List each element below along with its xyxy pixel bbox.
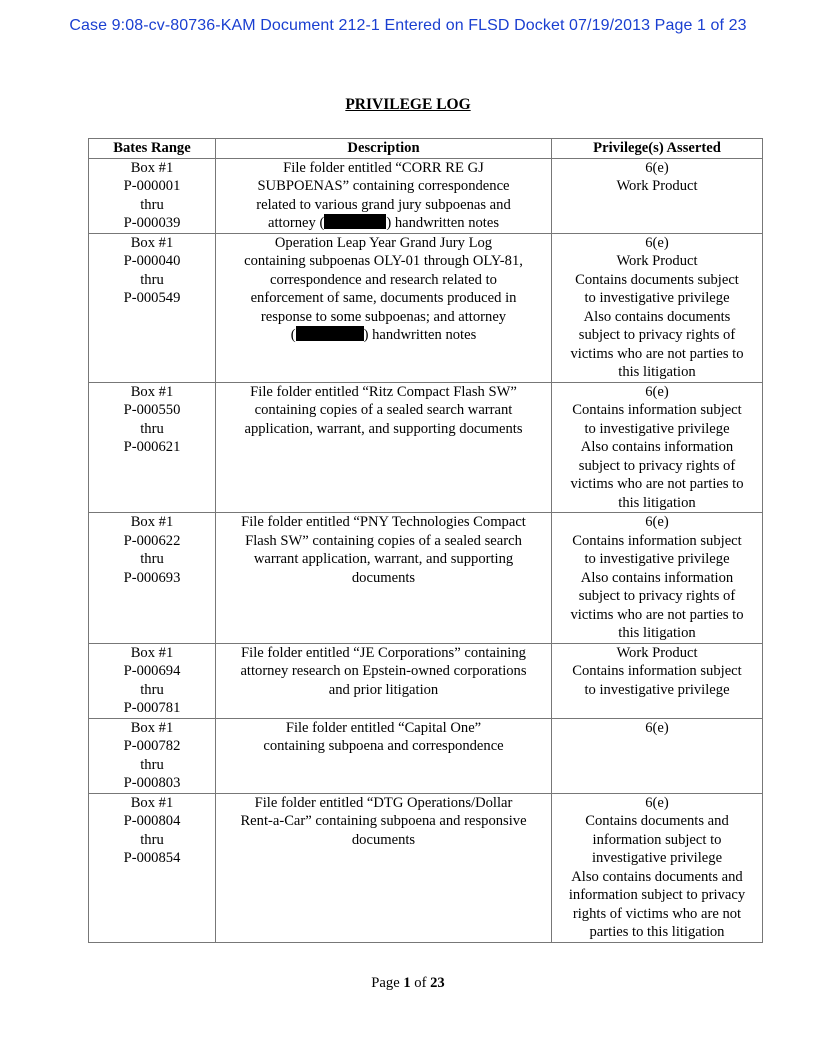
privilege-log-table <box>88 138 763 943</box>
bates-line: P-000001 <box>123 178 181 194</box>
description-line: Rent-a-Car” containing subpoena and responsive <box>240 813 527 829</box>
privileges-cell <box>552 158 763 233</box>
footer-middle: of <box>410 975 431 991</box>
bates-line: Box #1 <box>130 794 174 811</box>
description-redacted-line <box>218 326 549 345</box>
description-line: File folder entitled “JE Corporations” containing <box>241 644 526 661</box>
bates-line: P-000550 <box>123 402 181 418</box>
description-line: File folder entitled “Capital One” <box>285 719 482 736</box>
privilege-line: investigative privilege <box>591 850 723 866</box>
footer-prefix: Page <box>371 975 404 991</box>
bates-line: P-000804 <box>123 813 181 829</box>
redaction-box <box>324 214 386 229</box>
privilege-line: this litigation <box>618 494 696 511</box>
description-cell <box>216 233 552 382</box>
bates-line: P-000040 <box>123 253 181 269</box>
privilege-line: information subject to <box>592 831 722 848</box>
column-header-description: Description <box>216 139 552 159</box>
description-cell <box>216 793 552 942</box>
redacted-line-before: attorney ( <box>268 215 325 231</box>
privilege-line: 6(e) <box>645 383 669 400</box>
description-line: attorney research on Epstein-owned corporations <box>240 663 527 679</box>
bates-line: P-000781 <box>123 700 181 716</box>
privilege-line: victims who are not parties to <box>570 345 744 362</box>
description-line: application, warrant, and supporting documents <box>244 420 523 437</box>
privilege-line: 6(e) <box>645 794 669 811</box>
bates-line: P-000854 <box>123 850 181 866</box>
table-header-row <box>89 139 763 159</box>
bates-range-cell <box>89 643 216 718</box>
privilege-line: subject to privacy rights of <box>578 327 736 343</box>
privilege-line: Contains documents and <box>585 813 729 829</box>
description-redacted-line <box>218 214 549 233</box>
bates-range-cell <box>89 158 216 233</box>
description-line: documents <box>351 831 416 848</box>
privilege-line: 6(e) <box>645 234 669 251</box>
bates-line: P-000621 <box>123 439 181 455</box>
description-line: containing copies of a sealed search warrant <box>254 402 513 418</box>
bates-line: Box #1 <box>130 383 174 400</box>
bates-line: thru <box>140 271 164 288</box>
privilege-line: Also contains information <box>580 439 734 455</box>
column-header-privileges: Privilege(s) Asserted <box>552 139 763 159</box>
privileges-cell <box>552 793 763 942</box>
privilege-line: Work Product <box>616 644 698 661</box>
description-cell <box>216 158 552 233</box>
privilege-line: Contains documents subject <box>575 271 739 288</box>
bates-range-cell <box>89 793 216 942</box>
bates-line: Box #1 <box>130 644 174 661</box>
redacted-line-after: ) handwritten notes <box>386 215 499 231</box>
description-line: File folder entitled “CORR RE GJ <box>283 159 484 176</box>
bates-line: Box #1 <box>130 719 174 736</box>
table-row <box>89 158 763 233</box>
description-line: File folder entitled “PNY Technologies Compact <box>241 514 526 530</box>
redacted-line-before: ( <box>290 327 296 343</box>
court-header: Case 9:08-cv-80736-KAM Document 212-1 Entered on FLSD Docket 07/19/2013 Page 1 of 23 <box>69 17 747 34</box>
description-cell <box>216 643 552 718</box>
bates-line: thru <box>140 420 164 437</box>
privilege-line: Work Product <box>616 178 698 194</box>
privileges-cell <box>552 643 763 718</box>
privilege-line: victims who are not parties to <box>570 476 744 492</box>
table-body <box>89 158 763 942</box>
table-row <box>89 643 763 718</box>
privilege-line: rights of victims who are not <box>572 905 742 922</box>
description-line: Operation Leap Year Grand Jury Log <box>274 234 493 251</box>
privilege-line: parties to this litigation <box>589 924 725 940</box>
description-line: enforcement of same, documents produced in <box>250 290 517 306</box>
description-line: warrant application, warrant, and supporting <box>253 551 514 567</box>
bates-line: Box #1 <box>130 234 174 251</box>
privilege-line: victims who are not parties to <box>570 606 744 623</box>
description-line: documents <box>351 569 416 586</box>
description-cell <box>216 513 552 644</box>
privilege-line: information subject to privacy <box>568 887 746 903</box>
privilege-line: to investigative privilege <box>584 681 730 698</box>
privilege-line: this litigation <box>618 364 696 380</box>
bates-line: Box #1 <box>130 514 174 530</box>
privileges-cell <box>552 718 763 793</box>
privilege-line: Work Product <box>616 253 698 269</box>
bates-range-cell <box>89 718 216 793</box>
privilege-line: to investigative privilege <box>584 420 730 437</box>
description-line: containing subpoenas OLY-01 through OLY-81, <box>244 253 523 269</box>
privilege-line: Also contains documents <box>583 308 731 325</box>
bates-line: Box #1 <box>130 159 174 176</box>
bates-line: P-000039 <box>123 215 181 231</box>
privilege-line: subject to privacy rights of <box>578 457 736 474</box>
bates-line: thru <box>140 196 164 213</box>
bates-line: thru <box>140 831 164 848</box>
privilege-line: Contains information subject <box>572 663 742 679</box>
privilege-line: Contains information subject <box>572 402 742 418</box>
bates-line: thru <box>140 681 164 698</box>
privileges-cell <box>552 382 763 513</box>
description-line: Flash SW” containing copies of a sealed search <box>245 532 522 549</box>
table-row <box>89 382 763 513</box>
footer-total-pages: 23 <box>430 975 445 991</box>
description-line: and prior litigation <box>328 681 439 698</box>
description-line: response to some subpoenas; and attorney <box>260 308 507 325</box>
redacted-line-after: ) handwritten notes <box>363 327 477 343</box>
table-row <box>89 513 763 644</box>
table-row <box>89 233 763 382</box>
privileges-cell <box>552 233 763 382</box>
bates-range-cell <box>89 382 216 513</box>
bates-range-cell <box>89 233 216 382</box>
privilege-line: 6(e) <box>645 719 669 736</box>
privilege-line: to investigative privilege <box>584 290 730 306</box>
privilege-line: this litigation <box>618 625 696 641</box>
privilege-line: Contains information subject <box>572 532 742 549</box>
bates-line: P-000782 <box>123 738 181 754</box>
description-cell <box>216 718 552 793</box>
table-row <box>89 793 763 942</box>
page-footer <box>0 975 816 992</box>
bates-line: thru <box>140 551 164 567</box>
description-line: containing subpoena and correspondence <box>263 738 504 754</box>
bates-line: P-000622 <box>123 532 181 549</box>
description-line: File folder entitled “DTG Operations/Dollar <box>254 794 513 811</box>
description-line: correspondence and research related to <box>270 271 497 288</box>
page-title: PRIVILEGE LOG <box>345 96 471 113</box>
table-row <box>89 718 763 793</box>
privilege-line: subject to privacy rights of <box>578 588 736 604</box>
column-header-bates: Bates Range <box>89 139 216 159</box>
redaction-box <box>296 326 364 341</box>
bates-line: P-000694 <box>123 663 181 679</box>
description-cell <box>216 382 552 513</box>
privilege-line: Also contains information <box>580 569 734 586</box>
bates-line: P-000549 <box>123 290 181 306</box>
bates-line: P-000803 <box>123 775 181 791</box>
privileges-cell <box>552 513 763 644</box>
description-line: SUBPOENAS” containing correspondence <box>257 178 510 194</box>
bates-range-cell <box>89 513 216 644</box>
privilege-line: to investigative privilege <box>584 551 730 567</box>
description-line: File folder entitled “Ritz Compact Flash SW” <box>250 383 517 400</box>
privilege-line: 6(e) <box>645 159 669 176</box>
privilege-line: 6(e) <box>645 514 669 530</box>
bates-line: P-000693 <box>123 569 181 586</box>
bates-line: thru <box>140 756 164 773</box>
footer-current-page: 1 <box>403 975 411 991</box>
description-line: related to various grand jury subpoenas and <box>256 196 511 213</box>
privilege-line: Also contains documents and <box>571 868 743 885</box>
